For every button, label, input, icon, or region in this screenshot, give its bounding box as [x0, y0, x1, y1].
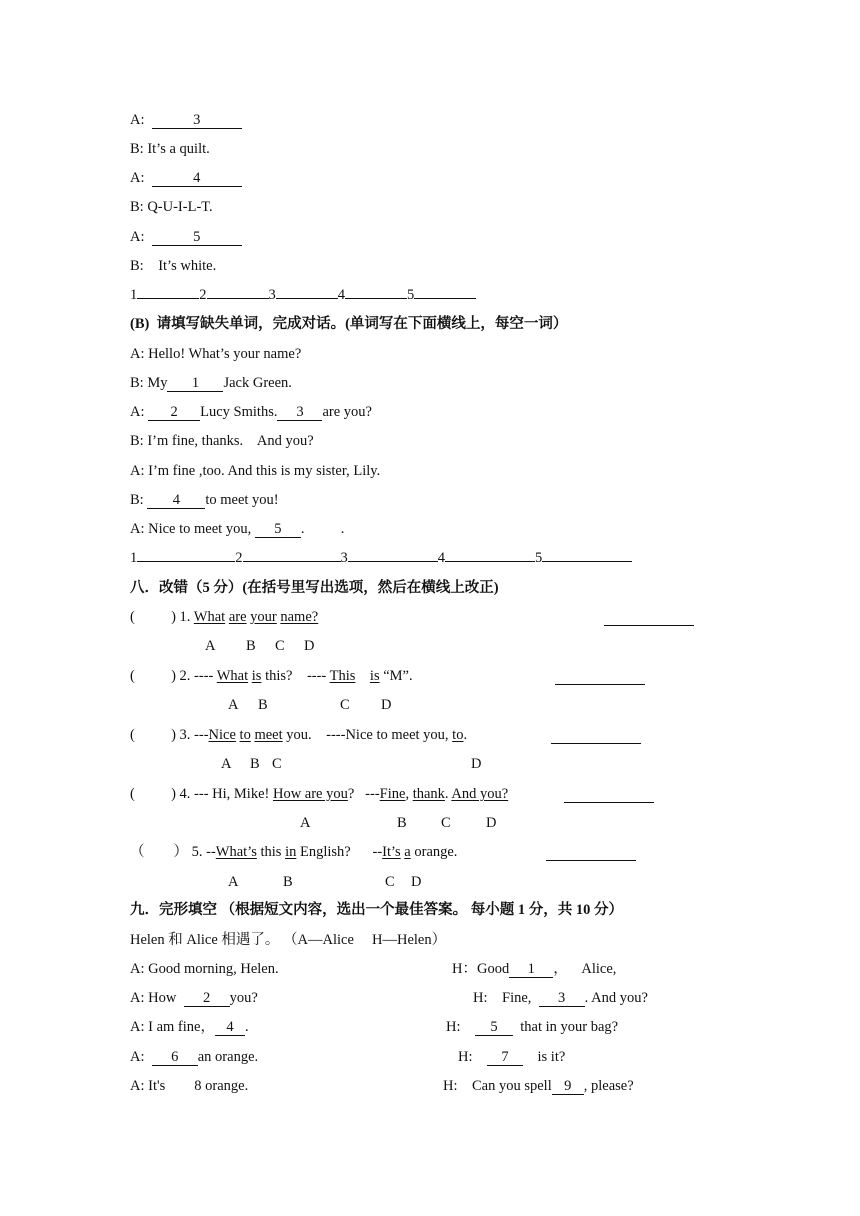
section-8-heading: 八．改错（5 分）(在括号里写出选项，然后在横线上改正): [130, 580, 499, 596]
q5-opt-d: D: [411, 874, 422, 890]
answer-blank[interactable]: 3: [539, 991, 585, 1007]
q3-sentence: ( ) 3. ---Nice to meet you. ----Nice to meet you, to.: [130, 727, 468, 743]
answer-blank[interactable]: 5: [152, 230, 242, 246]
q1-sentence: ( ) 1. What are your name?: [130, 609, 319, 625]
answer-blank[interactable]: 5: [255, 522, 301, 538]
q4-opt-d: D: [486, 815, 497, 831]
answer-blank[interactable]: 4: [215, 1020, 245, 1036]
dialogue-line-5: A: 5: [130, 228, 242, 246]
answer-paren[interactable]: （ ）: [130, 844, 188, 860]
cloze-h-line-2: H: Fine, 3 . And you?: [473, 990, 648, 1006]
answer-line[interactable]: [137, 561, 235, 562]
answer-paren[interactable]: ( ): [130, 786, 176, 802]
answer-line[interactable]: [348, 561, 438, 562]
answer-blank[interactable]: 7: [487, 1050, 523, 1066]
correction-line[interactable]: [551, 743, 641, 744]
answer-blank[interactable]: 2: [184, 991, 230, 1007]
q3-opt-d: D: [471, 756, 482, 772]
answer-paren[interactable]: ( ): [130, 668, 176, 684]
answer-line[interactable]: [276, 298, 338, 299]
answer-blank[interactable]: 6: [152, 1050, 198, 1066]
cloze-a-line-4: A: 6 an orange.: [130, 1049, 259, 1065]
section-b-line-7: A: Nice to meet you, 5 . .: [130, 521, 345, 537]
answer-blank[interactable]: 1: [509, 962, 553, 978]
q3-opt-a: A: [221, 756, 232, 772]
cloze-a-line-3: A: I am fine， 4 .: [130, 1019, 249, 1035]
section-b-line-6: B: 4 to meet you!: [130, 492, 279, 508]
section-b-line-2: B: My 1 Jack Green.: [130, 375, 292, 391]
q4-opt-b: B: [397, 815, 407, 831]
answer-blank[interactable]: 5: [475, 1020, 513, 1036]
dialogue-line-4: B: Q-U-I-L-T.: [130, 199, 213, 215]
section-b-line-1: A: Hello! What’s your name?: [130, 346, 302, 362]
dialogue-line-3: A: 4: [130, 169, 242, 187]
answer-paren[interactable]: ( ): [130, 609, 176, 625]
q2-opt-c: C: [340, 697, 350, 713]
q5-opt-b: B: [283, 874, 293, 890]
correction-line[interactable]: [546, 860, 636, 861]
section-9-intro: Helen 和 Alice 相遇了。 （A—Alice H—Helen）: [130, 932, 447, 948]
cloze-a-line-2: A: How 2 you?: [130, 990, 258, 1006]
answer-blank[interactable]: 3: [277, 405, 322, 421]
q5-opt-a: A: [228, 874, 239, 890]
answer-line[interactable]: [207, 298, 269, 299]
q2-opt-b: B: [258, 697, 268, 713]
answer-line[interactable]: [445, 561, 535, 562]
q1-opt-c: C: [275, 638, 285, 654]
section-b-line-4: B: I’m fine, thanks. And you?: [130, 433, 314, 449]
cloze-a-line-1: A: Good morning, Helen.: [130, 961, 279, 977]
q1-opt-d: D: [304, 638, 315, 654]
correction-line[interactable]: [555, 684, 645, 685]
q2-opt-d: D: [381, 697, 392, 713]
q5-opt-c: C: [385, 874, 395, 890]
answer-line[interactable]: [243, 561, 341, 562]
answer-line[interactable]: [542, 561, 632, 562]
correction-line[interactable]: [564, 802, 654, 803]
q5-sentence: （ ） 5. --What’s this in English? --It’s a orange.: [130, 844, 458, 860]
q1-opt-a: A: [205, 638, 216, 654]
answer-blank[interactable]: 9: [552, 1079, 584, 1095]
answer-row-b: 1 2 3 4 5: [130, 549, 632, 567]
q4-sentence: ( ) 4. --- Hi, Mike! How are you? ---Fine, thank. And you?: [130, 786, 509, 802]
answer-row-a: 1 2 3 4 5: [130, 286, 476, 304]
section-b-line-3: A: 2 Lucy Smiths. 3 are you?: [130, 404, 372, 420]
q3-opt-b: B: [250, 756, 260, 772]
answer-line[interactable]: [137, 298, 199, 299]
q2-sentence: ( ) 2. ---- What is this? ---- This is “M”.: [130, 668, 413, 684]
cloze-h-line-5: H: Can you spell 9 , please?: [443, 1078, 634, 1094]
q1-opt-b: B: [246, 638, 256, 654]
dialogue-line-6: B: It’s white.: [130, 258, 217, 274]
cloze-h-line-1: H：Good 1 ， Alice,: [452, 961, 617, 977]
cloze-a-line-5: A: It's 8 orange.: [130, 1078, 249, 1094]
q2-opt-a: A: [228, 697, 239, 713]
section-b-heading: (B) 请填写缺失单词，完成对话。(单词写在下面横线上，每空一词）: [130, 316, 568, 332]
q3-opt-c: C: [272, 756, 282, 772]
answer-blank[interactable]: 2: [148, 405, 200, 421]
cloze-h-line-4: H: 7 is it?: [458, 1049, 566, 1065]
answer-blank[interactable]: 1: [167, 376, 223, 392]
cloze-h-line-3: H: 5 that in your bag?: [446, 1019, 619, 1035]
answer-blank[interactable]: 4: [152, 171, 242, 187]
answer-blank[interactable]: 3: [152, 113, 242, 129]
q4-opt-a: A: [300, 815, 311, 831]
answer-line[interactable]: [345, 298, 407, 299]
answer-line[interactable]: [414, 298, 476, 299]
section-b-line-5: A: I’m fine ,too. And this is my sister, Lily.: [130, 463, 381, 479]
dialogue-line-1: A: 3: [130, 111, 242, 129]
correction-line[interactable]: [604, 625, 694, 626]
answer-blank[interactable]: 4: [147, 493, 205, 509]
answer-paren[interactable]: ( ): [130, 727, 176, 743]
q4-opt-c: C: [441, 815, 451, 831]
dialogue-line-2: B: It’s a quilt.: [130, 141, 210, 157]
section-9-heading: 九．完形填空 （根据短文内容，选出一个最佳答案。 每小题 1 分，共 10 分）: [130, 902, 623, 918]
